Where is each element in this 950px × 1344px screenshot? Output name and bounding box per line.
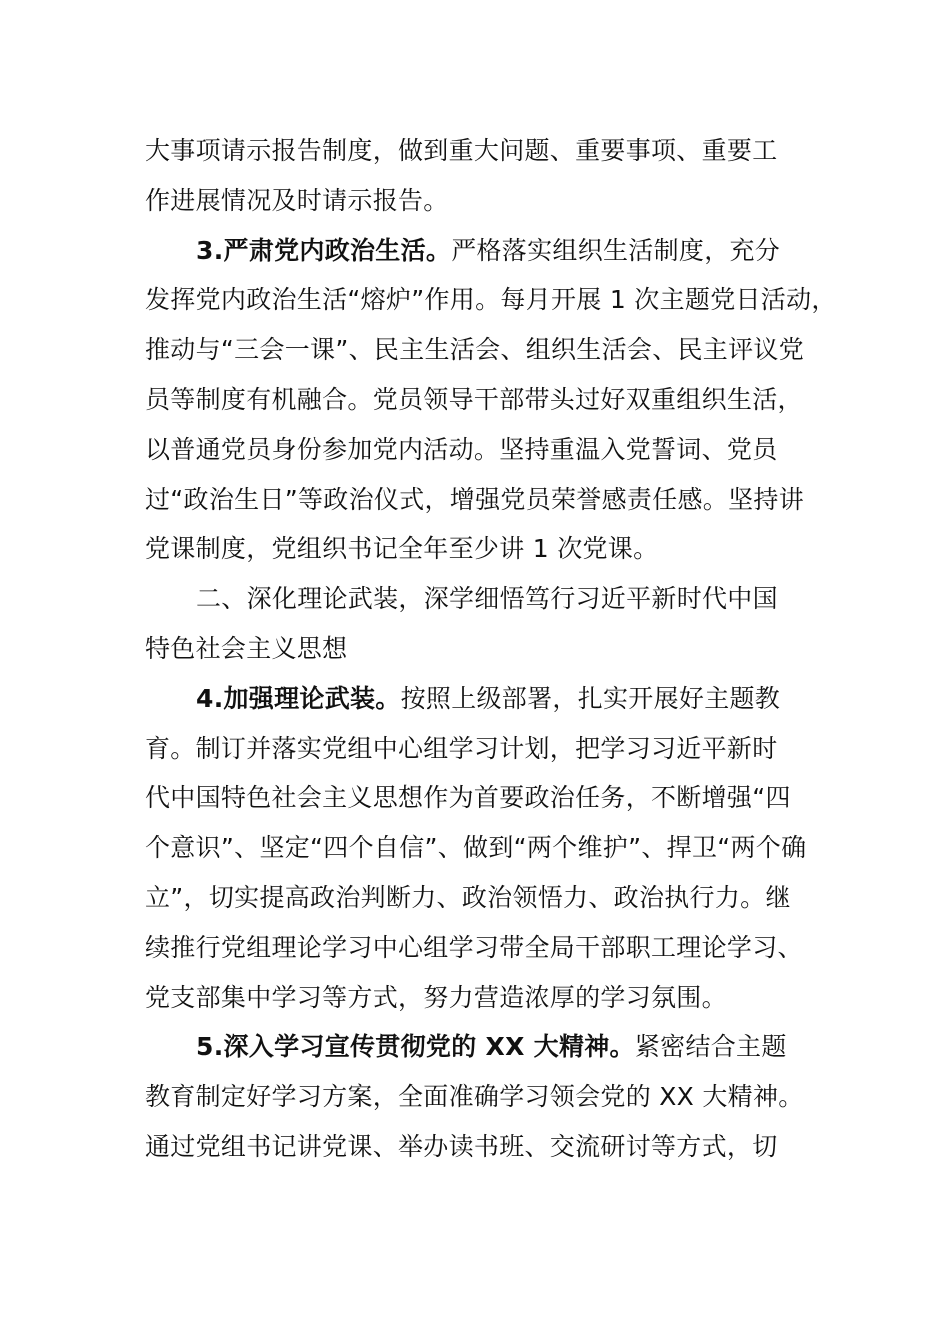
text-line: 个意识”、坚定“四个自信”、做到“两个维护”、捍卫“两个确 [145, 833, 807, 863]
text-line: 作进展情况及时请示报告。 [145, 185, 449, 215]
text-line: 以普通党员身份参加党内活动。坚持重温入党誓词、党员 [145, 434, 778, 464]
section-4-heading: 4.加强理论武装。 [196, 683, 401, 713]
text-line: 按照上级部署，扎实开展好主题教 [400, 683, 781, 713]
text-line: 教育制定好学习方案，全面准确学习领会党的 XX 大精神。 [145, 1082, 804, 1112]
text-line: 立”，切实提高政治判断力、政治领悟力、政治执行力。继 [145, 882, 791, 912]
chapter-2-heading: 二、深化理论武装，深学细悟笃行习近平新时代中国 [196, 584, 778, 614]
section-5-heading: 5.深入学习宣传贯彻党的 XX 大精神。 [196, 1032, 635, 1062]
text-line: 党课制度，党组织书记全年至少讲 1 次党课。 [145, 534, 659, 564]
text-line: 严格落实组织生活制度，充分 [451, 235, 781, 265]
text-line: 党支部集中学习等方式，努力营造浓厚的学习氛围。 [145, 982, 727, 1012]
text-line: 续推行党组理论学习中心组学习带全局干部职工理论学习、 [145, 932, 803, 962]
section-5-first-line [145, 1022, 825, 1072]
text-line: 代中国特色社会主义思想作为首要政治任务，不断增强“四 [145, 783, 791, 813]
chapter-2-heading-cont: 特色社会主义思想 [145, 633, 348, 663]
text-line: 员等制度有机融合。党员领导干部带头过好双重组织生活， [145, 384, 803, 414]
text-line: 紧密结合主题 [634, 1032, 787, 1062]
document-body [145, 126, 837, 1172]
section-4-first-line [145, 674, 825, 724]
text-line: 过“政治生日”等政治仪式，增强党员荣誉感责任感。坚持讲 [145, 484, 805, 514]
text-line: 育。制订并落实党组中心组学习计划，把学习习近平新时 [145, 733, 778, 763]
text-line: 通过党组书记讲党课、举办读书班、交流研讨等方式，切 [145, 1131, 778, 1161]
text-line: 推动与“三会一课”、民主生活会、组织生活会、民主评议党 [145, 335, 805, 365]
text-line: 发挥党内政治生活“熔炉”作用。每月开展 1 次主题党日活动， [145, 285, 837, 315]
section-3-first-line [145, 226, 825, 276]
section-3-heading: 3.严肃党内政治生活。 [196, 235, 452, 265]
text-line: 大事项请示报告制度，做到重大问题、重要事项、重要工 [145, 136, 778, 165]
